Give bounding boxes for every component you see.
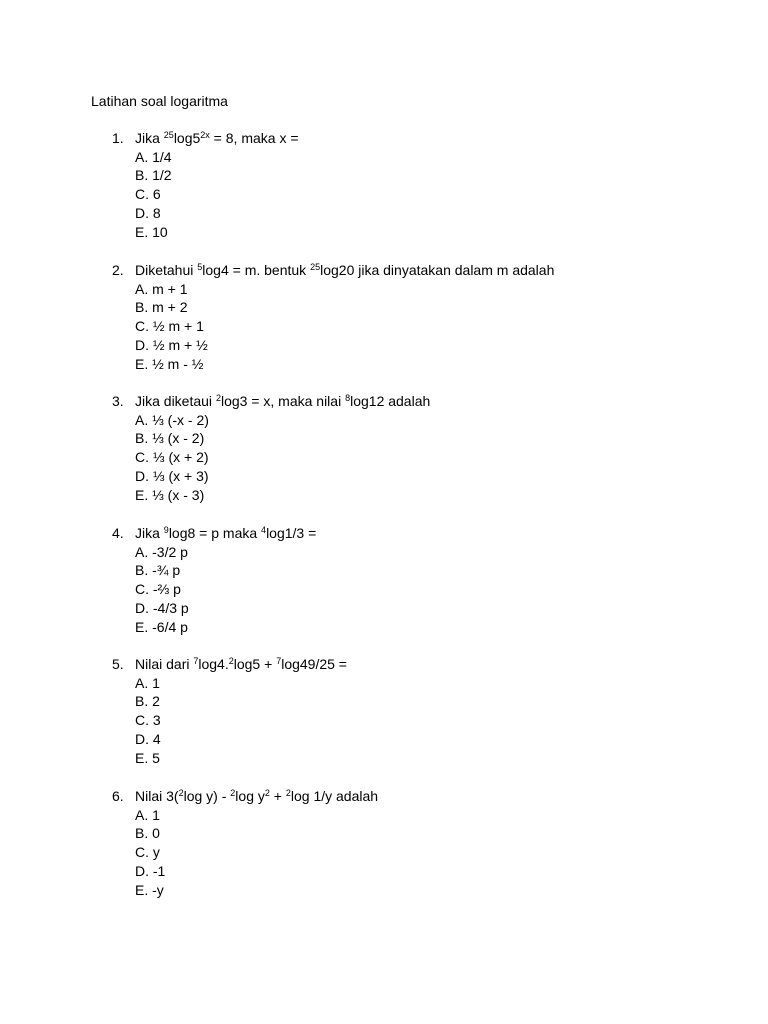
- question-number: 5.: [112, 656, 124, 672]
- superscript-base: 2: [230, 788, 236, 798]
- answer-option: B. m + 2: [135, 299, 188, 316]
- question-4: [112, 524, 732, 637]
- superscript-base: 2: [285, 788, 291, 798]
- answer-option: C. 3: [135, 712, 161, 729]
- answer-option: E. 5: [135, 749, 160, 766]
- question-1: [112, 129, 732, 242]
- stem-text: Jika: [135, 130, 164, 146]
- superscript-base: 2: [215, 393, 221, 403]
- answer-option: A. -3/2 p: [135, 543, 188, 560]
- question-stem-line: [112, 524, 732, 543]
- question-stem: [135, 524, 316, 543]
- document-title: Latihan soal logaritma: [91, 93, 228, 109]
- options-list: [112, 806, 732, 900]
- stem-text: Nilai 3(: [135, 788, 179, 804]
- stem-text: log49/25 =: [281, 656, 347, 672]
- superscript-base: 5: [197, 262, 203, 272]
- options-list: [112, 674, 732, 768]
- answer-option: E. -y: [135, 881, 164, 898]
- answer-option: B. 2: [135, 693, 160, 710]
- question-stem: [135, 392, 430, 411]
- answer-option: A. 1: [135, 806, 160, 823]
- answer-option: A. 1: [135, 674, 160, 691]
- answer-option: B. ⅓ (x - 2): [135, 430, 205, 447]
- answer-option: D. ⅓ (x + 3): [135, 467, 209, 484]
- answer-option: E. ½ m - ½: [135, 355, 204, 372]
- answer-option: D. 4: [135, 730, 161, 747]
- stem-text: log8 = p maka: [168, 525, 262, 541]
- stem-text: log 1/y adalah: [290, 788, 379, 804]
- options-list: [112, 148, 732, 242]
- question-number: 3.: [112, 393, 124, 409]
- stem-text: log3 = x, maka nilai: [220, 393, 346, 409]
- options-list: [112, 411, 732, 505]
- stem-text: Jika diketaui: [135, 393, 216, 409]
- superscript-base: 7: [193, 656, 199, 666]
- question-3: [112, 392, 732, 505]
- question-number: 2.: [112, 262, 124, 278]
- answer-option: E. -6/4 p: [135, 618, 188, 635]
- stem-text: = 8, maka x =: [209, 130, 299, 146]
- superscript-base: 25: [163, 130, 174, 140]
- stem-text: Nilai dari: [135, 656, 194, 672]
- question-stem-line: [112, 392, 732, 411]
- answer-option: B. 0: [135, 825, 160, 842]
- question-number: 6.: [112, 788, 124, 804]
- answer-option: C. ½ m + 1: [135, 318, 204, 335]
- stem-text: log20 jika dinyatakan dalam m adalah: [320, 262, 555, 278]
- answer-option: B. 1/2: [135, 167, 172, 184]
- superscript-base: 25: [310, 262, 321, 272]
- question-stem-line: [112, 655, 732, 674]
- answer-option: C. ⅓ (x + 2): [135, 449, 209, 466]
- stem-text: Jika: [135, 525, 164, 541]
- answer-option: A. ⅓ (-x - 2): [135, 411, 209, 428]
- superscript-base: 9: [163, 525, 169, 535]
- question-stem: [135, 261, 554, 280]
- answer-option: D. -1: [135, 862, 166, 879]
- question-5: [112, 655, 732, 768]
- answer-option: C. -⅔ p: [135, 581, 181, 598]
- question-2: [112, 261, 732, 374]
- answer-option: C. 6: [135, 186, 161, 203]
- superscript-base: 2x: [200, 130, 210, 140]
- superscript-base: 8: [345, 393, 351, 403]
- answer-option: D. -4/3 p: [135, 599, 189, 616]
- question-stem-line: [112, 787, 732, 806]
- superscript-base: 4: [261, 525, 267, 535]
- answer-option: A. m + 1: [135, 280, 188, 297]
- stem-text: log5: [173, 130, 201, 146]
- answer-option: E. ⅓ (x - 3): [135, 486, 205, 503]
- answer-option: D. 8: [135, 204, 161, 221]
- stem-text: log1/3 =: [266, 525, 317, 541]
- superscript-base: 2: [178, 788, 184, 798]
- question-stem-line: [112, 261, 732, 280]
- answer-option: C. y: [135, 844, 160, 861]
- question-stem: [135, 129, 299, 148]
- question-stem: [135, 655, 347, 674]
- answer-option: A. 1/4: [135, 148, 172, 165]
- stem-text: log4.: [198, 656, 229, 672]
- stem-text: log y) -: [183, 788, 231, 804]
- question-number: 1.: [112, 130, 124, 146]
- question-stem-line: [112, 129, 732, 148]
- stem-text: log5 +: [233, 656, 277, 672]
- superscript-base: 2: [264, 788, 270, 798]
- answer-option: E. 10: [135, 223, 168, 240]
- answer-option: D. ½ m + ½: [135, 336, 208, 353]
- stem-text: log12 adalah: [350, 393, 431, 409]
- options-list: [112, 543, 732, 637]
- superscript-base: 2: [228, 656, 234, 666]
- question-6: [112, 787, 732, 900]
- superscript-base: 7: [276, 656, 282, 666]
- stem-text: Diketahui: [135, 262, 198, 278]
- stem-text: +: [269, 788, 286, 804]
- stem-text: log4 = m. bentuk: [202, 262, 311, 278]
- options-list: [112, 280, 732, 374]
- question-stem: [135, 787, 378, 806]
- stem-text: log y: [235, 788, 265, 804]
- answer-option: B. -¾ p: [135, 562, 181, 579]
- question-number: 4.: [112, 525, 124, 541]
